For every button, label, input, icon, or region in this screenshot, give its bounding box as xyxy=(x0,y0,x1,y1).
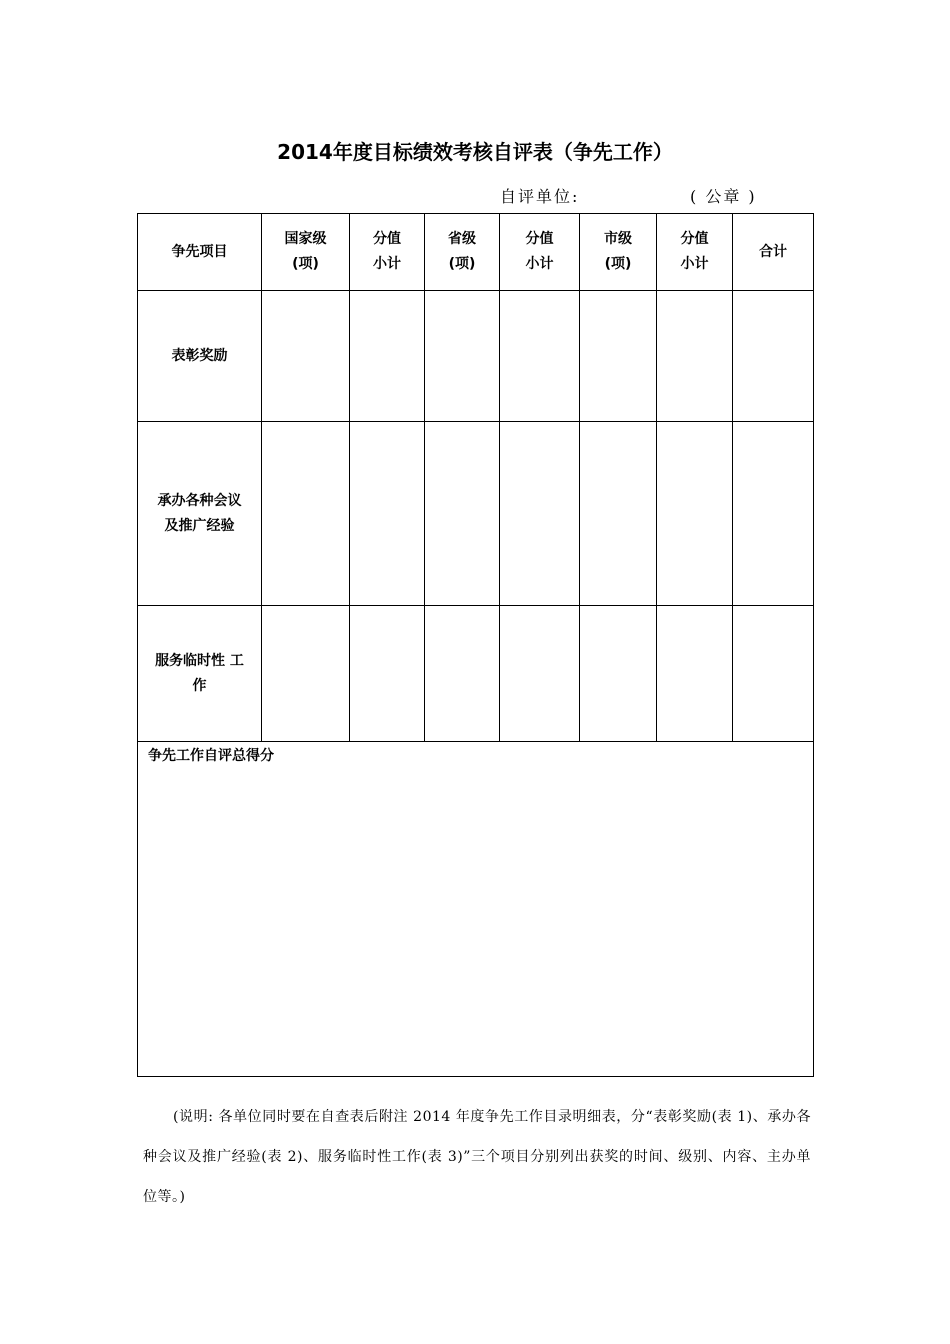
cell-meetings-municipal-score[interactable] xyxy=(657,422,733,606)
cell-service-provincial[interactable] xyxy=(425,606,500,742)
cell-awards-municipal-score[interactable] xyxy=(657,291,733,422)
table-row-total-score xyxy=(138,742,814,1077)
cell-awards-national[interactable] xyxy=(262,291,350,422)
cell-meetings-total[interactable] xyxy=(733,422,814,606)
note-paragraph: (说明: 各单位同时要在自查表后附注 2014 年度争先工作目录明细表，分“表彰奖励(表 1)、承办各种会议及推广经验(表 2)、服务临时性工作(表 3)”三个项目分别列出获奖的时间、级别、内容、主办单位等。) xyxy=(143,1109,811,1205)
cell-service-municipal[interactable] xyxy=(580,606,657,742)
table-header-row xyxy=(138,214,814,291)
cell-service-provincial-score[interactable] xyxy=(500,606,580,742)
cell-awards-municipal[interactable] xyxy=(580,291,657,422)
evaluation-table xyxy=(137,213,814,1077)
header-project: 争先项目 xyxy=(138,214,262,291)
cell-meetings-national-score[interactable] xyxy=(350,422,425,606)
table-row-awards xyxy=(138,291,814,422)
cell-meetings-national[interactable] xyxy=(262,422,350,606)
row-label-service: 服务临时性 工 作 xyxy=(138,606,262,742)
header-national: 国家级 (项) xyxy=(262,214,350,291)
row-label-awards: 表彰奖励 xyxy=(138,291,262,422)
cell-awards-provincial-score[interactable] xyxy=(500,291,580,422)
header-provincial: 省级 (项) xyxy=(425,214,500,291)
cell-meetings-municipal[interactable] xyxy=(580,422,657,606)
total-score-cell[interactable] xyxy=(138,742,814,1077)
cell-service-national[interactable] xyxy=(262,606,350,742)
seal-label: ( 公章 ) xyxy=(690,187,757,206)
row-label-meetings: 承办各种会议 及推广经验 xyxy=(138,422,262,606)
cell-awards-total[interactable] xyxy=(733,291,814,422)
self-eval-unit-label: 自评单位: xyxy=(500,187,580,206)
cell-awards-national-score[interactable] xyxy=(350,291,425,422)
header-municipal-score: 分值 小计 xyxy=(657,214,733,291)
cell-awards-provincial[interactable] xyxy=(425,291,500,422)
cell-service-national-score[interactable] xyxy=(350,606,425,742)
cell-meetings-provincial-score[interactable] xyxy=(500,422,580,606)
table-row-meetings xyxy=(138,422,814,606)
self-eval-unit-line xyxy=(500,186,579,208)
header-provincial-score: 分值 小计 xyxy=(500,214,580,291)
cell-service-total[interactable] xyxy=(733,606,814,742)
header-national-score: 分值 小计 xyxy=(350,214,425,291)
table-row-service xyxy=(138,606,814,742)
cell-service-municipal-score[interactable] xyxy=(657,606,733,742)
total-score-label: 争先工作自评总得分 xyxy=(148,748,274,764)
header-municipal: 市级 (项) xyxy=(580,214,657,291)
header-total: 合计 xyxy=(733,214,814,291)
page-title: 2014年度目标绩效考核自评表（争先工作） xyxy=(277,140,673,164)
cell-meetings-provincial[interactable] xyxy=(425,422,500,606)
